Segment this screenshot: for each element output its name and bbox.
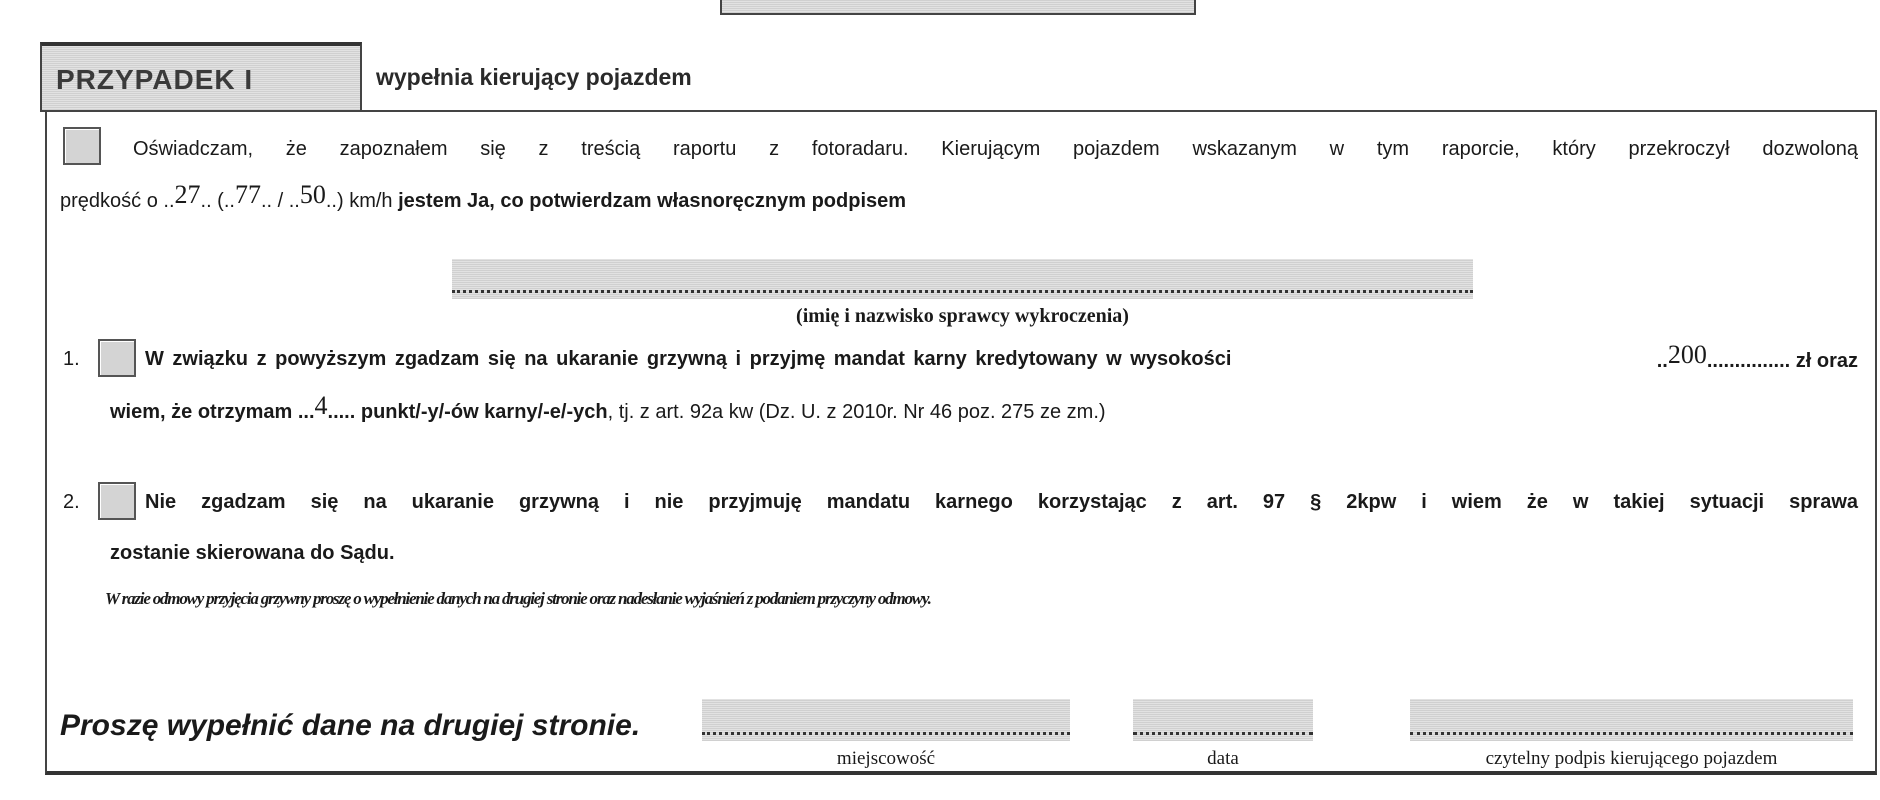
driver-signature-label: czytelny podpis kierującego pojazdem <box>1485 748 1778 769</box>
fill-second-page-prompt: Proszę wypełnić dane na drugiej stronie. <box>60 709 641 742</box>
driver-signature-field[interactable] <box>1410 699 1853 741</box>
option2-number: 2. <box>63 491 80 513</box>
top-field[interactable] <box>720 0 1196 15</box>
section-subtitle: wypełnia kierujący pojazdem <box>376 64 692 90</box>
option1-line1: W związku z powyższym zgadzam się na ukaranie grzywną i przyjmę mandat karny kredytowany w wysokości ..200............... zł oraz <box>145 340 1858 372</box>
speed-over-value[interactable]: 27 <box>174 180 201 209</box>
place-label: miejscowość <box>836 748 936 769</box>
offender-name-caption: (imię i nazwisko sprawcy wykroczenia) <box>796 305 1129 327</box>
option2-line1: Nie zgadzam się na ukaranie grzywną i nie przyjmuję mandatu karnego korzystając z art. 97 § 2kpw i wiem że w takiej sytuacji sprawa <box>145 491 1858 513</box>
fine-amount-value[interactable]: 200 <box>1667 340 1707 369</box>
option1-line2: wiem, że otrzymam ...4..... punkt/-y/-ów karny/-e/-ych, tj. z art. 92a kw (Dz. U. z 2010r. Nr 46 poz. 275 ze zm.) <box>110 391 1106 423</box>
option1-checkbox[interactable] <box>98 339 136 377</box>
speed-limit-value[interactable]: 50 <box>299 180 326 209</box>
offender-name-field[interactable] <box>452 259 1473 299</box>
points-value[interactable]: 4 <box>314 391 328 420</box>
declaration-checkbox[interactable] <box>63 127 101 165</box>
refusal-note: W razie odmowy przyjęcia grzywny proszę o wypełnienie danych na drugiej stronie oraz nadesłanie wyjaśnień z podaniem przyczyny odmowy. <box>105 589 931 608</box>
option2-line2: zostanie skierowana do Sądu. <box>110 542 395 564</box>
option1-number: 1. <box>63 348 80 370</box>
date-field[interactable] <box>1133 699 1313 741</box>
section-title: PRZYPADEK I <box>56 64 254 95</box>
speed-measured-value[interactable]: 77 <box>234 180 261 209</box>
declaration-line2: prędkość o ..27.. (..77.. / ..50..) km/h jestem Ja, co potwierdzam własnoręcznym podpisem <box>60 180 907 212</box>
section-title-box <box>40 42 362 112</box>
declaration-line1: Oświadczam, że zapoznałem się z treścią raportu z fotoradaru. Kierującym pojazdem wskazanym w tym raporcie, który przekroczył dozwoloną <box>133 138 1858 160</box>
option2-checkbox[interactable] <box>98 482 136 520</box>
date-label: data <box>1207 748 1239 769</box>
place-field[interactable] <box>702 699 1070 741</box>
